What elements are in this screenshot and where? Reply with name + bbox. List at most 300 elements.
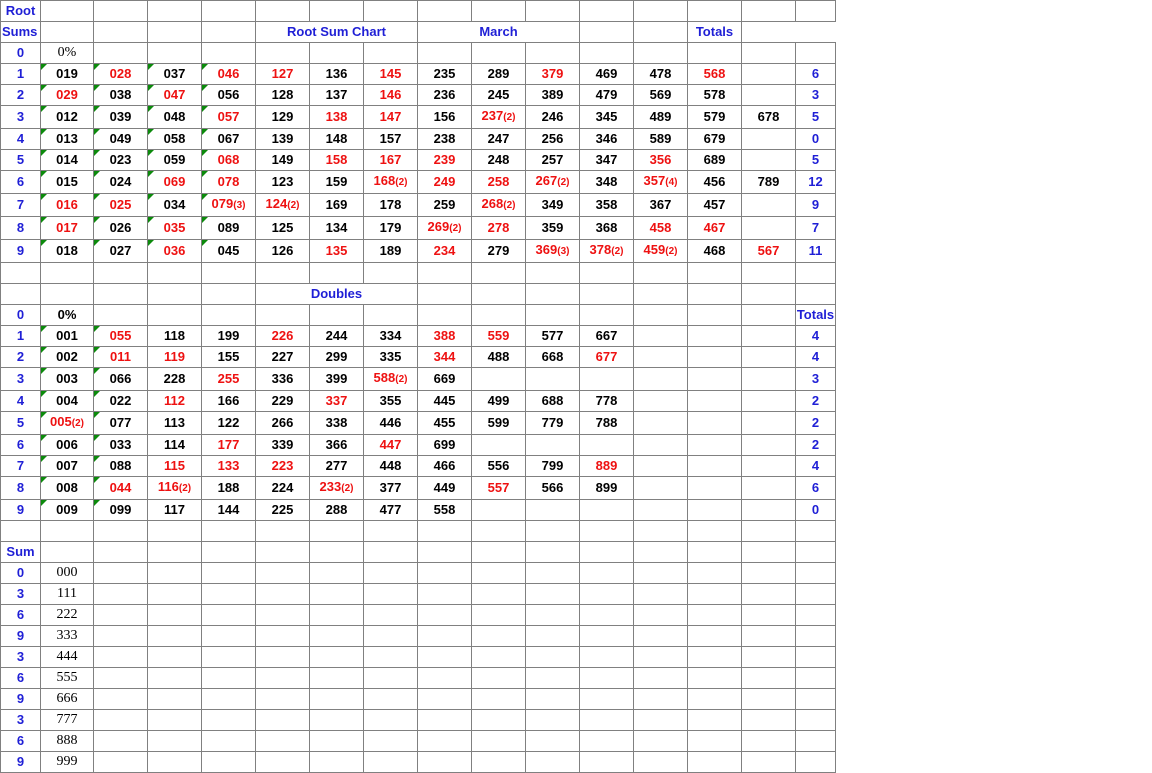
sheet-cell[interactable] xyxy=(742,563,796,584)
sheet-cell[interactable] xyxy=(742,64,796,85)
sheet-cell[interactable] xyxy=(526,326,580,347)
sheet-cell[interactable] xyxy=(580,456,634,477)
sheet-cell[interactable] xyxy=(310,668,364,689)
sheet-cell[interactable] xyxy=(688,284,742,305)
sheet-cell[interactable] xyxy=(418,347,472,368)
sheet-cell[interactable] xyxy=(688,129,742,150)
sheet-cell[interactable] xyxy=(148,194,202,217)
sheet-cell[interactable] xyxy=(41,500,94,521)
sheet-cell[interactable] xyxy=(472,563,526,584)
sheet-cell[interactable] xyxy=(742,106,796,129)
sheet-cell[interactable] xyxy=(634,263,688,284)
sheet-cell[interactable] xyxy=(742,689,796,710)
sheet-cell[interactable] xyxy=(41,391,94,412)
sheet-cell[interactable] xyxy=(94,626,148,647)
sheet-cell[interactable] xyxy=(796,129,836,150)
sheet-cell[interactable] xyxy=(742,391,796,412)
sheet-cell[interactable] xyxy=(580,22,634,43)
sheet-cell[interactable] xyxy=(364,217,418,240)
sheet-cell[interactable] xyxy=(688,668,742,689)
sheet-cell[interactable] xyxy=(310,391,364,412)
row-label-cell[interactable] xyxy=(1,710,41,731)
sheet-cell[interactable] xyxy=(580,710,634,731)
sheet-cell[interactable] xyxy=(202,500,256,521)
sheet-cell[interactable] xyxy=(688,171,742,194)
sheet-cell[interactable] xyxy=(256,284,418,305)
sheet-cell[interactable] xyxy=(148,731,202,752)
sheet-cell[interactable] xyxy=(94,391,148,412)
sheet-cell[interactable] xyxy=(202,85,256,106)
sheet-cell[interactable] xyxy=(796,150,836,171)
sheet-cell[interactable] xyxy=(364,43,418,64)
sheet-cell[interactable] xyxy=(580,500,634,521)
sheet-cell[interactable] xyxy=(256,347,310,368)
sheet-cell[interactable] xyxy=(94,456,148,477)
sheet-cell[interactable] xyxy=(796,689,836,710)
sheet-cell[interactable] xyxy=(418,626,472,647)
sheet-cell[interactable] xyxy=(418,412,472,435)
sheet-cell[interactable] xyxy=(472,626,526,647)
sheet-cell[interactable] xyxy=(364,647,418,668)
sheet-cell[interactable] xyxy=(256,689,310,710)
sheet-cell[interactable] xyxy=(580,1,634,22)
sheet-cell[interactable] xyxy=(418,240,472,263)
sheet-cell[interactable] xyxy=(526,1,580,22)
sheet-cell[interactable] xyxy=(148,106,202,129)
sheet-cell[interactable] xyxy=(580,64,634,85)
sheet-cell[interactable] xyxy=(256,563,310,584)
sheet-cell[interactable] xyxy=(41,668,94,689)
sheet-cell[interactable] xyxy=(634,456,688,477)
sheet-cell[interactable] xyxy=(418,22,580,43)
sheet-cell[interactable] xyxy=(472,171,526,194)
sheet-cell[interactable] xyxy=(94,106,148,129)
sheet-cell[interactable] xyxy=(472,456,526,477)
sheet-cell[interactable] xyxy=(148,752,202,773)
sheet-cell[interactable] xyxy=(202,347,256,368)
sheet-cell[interactable] xyxy=(634,731,688,752)
sheet-cell[interactable] xyxy=(742,150,796,171)
sheet-cell[interactable] xyxy=(472,106,526,129)
sheet-cell[interactable] xyxy=(310,542,364,563)
sheet-cell[interactable] xyxy=(742,347,796,368)
sheet-cell[interactable] xyxy=(472,217,526,240)
sheet-cell[interactable] xyxy=(310,626,364,647)
sheet-cell[interactable] xyxy=(526,391,580,412)
sheet-cell[interactable] xyxy=(310,85,364,106)
sheet-cell[interactable] xyxy=(472,1,526,22)
row-label-cell[interactable] xyxy=(1,129,41,150)
sheet-cell[interactable] xyxy=(41,563,94,584)
sheet-cell[interactable] xyxy=(256,668,310,689)
sheet-cell[interactable] xyxy=(148,305,202,326)
sheet-cell[interactable] xyxy=(256,456,310,477)
sheet-cell[interactable] xyxy=(364,500,418,521)
sheet-cell[interactable] xyxy=(202,477,256,500)
sheet-cell[interactable] xyxy=(256,435,310,456)
sheet-cell[interactable] xyxy=(364,542,418,563)
sheet-cell[interactable] xyxy=(688,542,742,563)
sheet-cell[interactable] xyxy=(41,689,94,710)
sheet-cell[interactable] xyxy=(580,194,634,217)
sheet-cell[interactable] xyxy=(796,43,836,64)
sheet-cell[interactable] xyxy=(310,710,364,731)
sheet-cell[interactable] xyxy=(526,752,580,773)
sheet-cell[interactable] xyxy=(41,129,94,150)
sheet-cell[interactable] xyxy=(364,477,418,500)
sheet-cell[interactable] xyxy=(418,605,472,626)
sheet-cell[interactable] xyxy=(472,43,526,64)
sheet-cell[interactable] xyxy=(634,171,688,194)
sheet-cell[interactable] xyxy=(526,456,580,477)
sheet-cell[interactable] xyxy=(580,435,634,456)
sheet-cell[interactable] xyxy=(202,626,256,647)
sheet-cell[interactable] xyxy=(742,129,796,150)
sheet-cell[interactable] xyxy=(94,217,148,240)
sheet-cell[interactable] xyxy=(256,626,310,647)
sheet-cell[interactable] xyxy=(580,305,634,326)
sheet-cell[interactable] xyxy=(688,500,742,521)
sheet-cell[interactable] xyxy=(41,521,94,542)
sheet-cell[interactable] xyxy=(94,477,148,500)
sheet-cell[interactable] xyxy=(148,477,202,500)
sheet-cell[interactable] xyxy=(202,412,256,435)
sheet-cell[interactable] xyxy=(634,391,688,412)
sheet-cell[interactable] xyxy=(202,150,256,171)
sheet-cell[interactable] xyxy=(472,64,526,85)
sheet-cell[interactable] xyxy=(148,456,202,477)
sheet-cell[interactable] xyxy=(310,477,364,500)
sheet-cell[interactable] xyxy=(472,305,526,326)
sheet-cell[interactable] xyxy=(580,85,634,106)
sheet-cell[interactable] xyxy=(634,412,688,435)
sheet-cell[interactable] xyxy=(148,22,202,43)
sheet-cell[interactable] xyxy=(418,391,472,412)
sheet-cell[interactable] xyxy=(364,391,418,412)
sheet-cell[interactable] xyxy=(742,284,796,305)
sheet-cell[interactable] xyxy=(202,22,256,43)
sheet-cell[interactable] xyxy=(418,647,472,668)
sheet-cell[interactable] xyxy=(364,435,418,456)
sheet-cell[interactable] xyxy=(688,521,742,542)
sheet-cell[interactable] xyxy=(742,85,796,106)
sheet-cell[interactable] xyxy=(364,456,418,477)
sheet-cell[interactable] xyxy=(472,435,526,456)
sheet-cell[interactable] xyxy=(148,368,202,391)
sheet-cell[interactable] xyxy=(364,64,418,85)
sheet-cell[interactable] xyxy=(634,194,688,217)
sheet-cell[interactable] xyxy=(688,240,742,263)
sheet-cell[interactable] xyxy=(688,731,742,752)
sheet-cell[interactable] xyxy=(364,194,418,217)
sheet-cell[interactable] xyxy=(256,305,310,326)
sheet-cell[interactable] xyxy=(634,500,688,521)
sheet-cell[interactable] xyxy=(148,347,202,368)
sheet-cell[interactable] xyxy=(94,326,148,347)
sheet-cell[interactable] xyxy=(634,542,688,563)
sheet-cell[interactable] xyxy=(364,412,418,435)
sheet-cell[interactable] xyxy=(742,1,796,22)
sheet-cell[interactable] xyxy=(41,64,94,85)
sheet-cell[interactable] xyxy=(796,217,836,240)
sheet-cell[interactable] xyxy=(364,521,418,542)
sheet-cell[interactable] xyxy=(526,43,580,64)
sheet-cell[interactable] xyxy=(796,326,836,347)
sheet-cell[interactable] xyxy=(742,752,796,773)
sheet-cell[interactable] xyxy=(634,284,688,305)
sheet-cell[interactable] xyxy=(256,22,418,43)
sheet-cell[interactable] xyxy=(688,412,742,435)
sheet-cell[interactable] xyxy=(796,305,836,326)
sheet-cell[interactable] xyxy=(310,563,364,584)
sheet-cell[interactable] xyxy=(41,194,94,217)
sheet-cell[interactable] xyxy=(94,284,148,305)
sheet-cell[interactable] xyxy=(364,347,418,368)
sheet-cell[interactable] xyxy=(796,1,836,22)
sheet-cell[interactable] xyxy=(796,368,836,391)
sheet-cell[interactable] xyxy=(148,85,202,106)
sheet-cell[interactable] xyxy=(742,500,796,521)
sheet-cell[interactable] xyxy=(310,263,364,284)
sheet-cell[interactable] xyxy=(202,391,256,412)
sheet-cell[interactable] xyxy=(580,347,634,368)
sheet-cell[interactable] xyxy=(742,521,796,542)
sheet-cell[interactable] xyxy=(41,435,94,456)
sheet-cell[interactable] xyxy=(310,171,364,194)
row-label-cell[interactable] xyxy=(1,150,41,171)
sheet-cell[interactable] xyxy=(41,477,94,500)
sheet-cell[interactable] xyxy=(796,668,836,689)
sheet-cell[interactable] xyxy=(742,647,796,668)
sheet-cell[interactable] xyxy=(202,129,256,150)
sheet-cell[interactable] xyxy=(310,194,364,217)
sheet-cell[interactable] xyxy=(256,129,310,150)
sheet-cell[interactable] xyxy=(796,563,836,584)
sheet-cell[interactable] xyxy=(742,43,796,64)
sheet-cell[interactable] xyxy=(364,240,418,263)
sheet-cell[interactable] xyxy=(472,584,526,605)
sheet-cell[interactable] xyxy=(256,263,310,284)
sheet-cell[interactable] xyxy=(256,542,310,563)
sheet-cell[interactable] xyxy=(634,64,688,85)
sheet-cell[interactable] xyxy=(94,521,148,542)
sheet-cell[interactable] xyxy=(41,347,94,368)
sheet-cell[interactable] xyxy=(148,435,202,456)
sheet-cell[interactable] xyxy=(634,626,688,647)
sheet-cell[interactable] xyxy=(41,22,94,43)
sheet-cell[interactable] xyxy=(41,710,94,731)
sheet-cell[interactable] xyxy=(202,263,256,284)
row-label-cell[interactable] xyxy=(1,263,41,284)
sheet-cell[interactable] xyxy=(688,43,742,64)
row-label-cell[interactable] xyxy=(1,106,41,129)
sheet-cell[interactable] xyxy=(526,412,580,435)
sheet-cell[interactable] xyxy=(688,106,742,129)
sheet-cell[interactable] xyxy=(526,668,580,689)
sheet-cell[interactable] xyxy=(310,326,364,347)
row-label-cell[interactable] xyxy=(1,391,41,412)
sheet-cell[interactable] xyxy=(94,368,148,391)
row-label-cell[interactable] xyxy=(1,347,41,368)
sheet-cell[interactable] xyxy=(256,150,310,171)
sheet-cell[interactable] xyxy=(94,584,148,605)
sheet-cell[interactable] xyxy=(364,150,418,171)
sheet-cell[interactable] xyxy=(418,106,472,129)
sheet-cell[interactable] xyxy=(202,326,256,347)
row-label-cell[interactable] xyxy=(1,668,41,689)
sheet-cell[interactable] xyxy=(688,150,742,171)
sheet-cell[interactable] xyxy=(202,605,256,626)
sheet-cell[interactable] xyxy=(256,710,310,731)
sheet-cell[interactable] xyxy=(364,368,418,391)
row-label-cell[interactable] xyxy=(1,22,41,43)
sheet-cell[interactable] xyxy=(472,391,526,412)
sheet-cell[interactable] xyxy=(41,752,94,773)
sheet-cell[interactable] xyxy=(256,240,310,263)
sheet-cell[interactable] xyxy=(256,171,310,194)
sheet-cell[interactable] xyxy=(148,240,202,263)
sheet-cell[interactable] xyxy=(472,710,526,731)
sheet-cell[interactable] xyxy=(41,1,94,22)
sheet-cell[interactable] xyxy=(94,605,148,626)
sheet-cell[interactable] xyxy=(418,129,472,150)
sheet-cell[interactable] xyxy=(202,194,256,217)
sheet-cell[interactable] xyxy=(526,477,580,500)
sheet-cell[interactable] xyxy=(41,43,94,64)
sheet-cell[interactable] xyxy=(472,500,526,521)
sheet-cell[interactable] xyxy=(418,326,472,347)
sheet-cell[interactable] xyxy=(688,64,742,85)
sheet-cell[interactable] xyxy=(148,129,202,150)
sheet-cell[interactable] xyxy=(418,435,472,456)
sheet-cell[interactable] xyxy=(364,584,418,605)
sheet-cell[interactable] xyxy=(202,43,256,64)
sheet-cell[interactable] xyxy=(256,85,310,106)
sheet-cell[interactable] xyxy=(742,605,796,626)
sheet-cell[interactable] xyxy=(94,412,148,435)
sheet-cell[interactable] xyxy=(688,647,742,668)
sheet-cell[interactable] xyxy=(580,263,634,284)
sheet-cell[interactable] xyxy=(634,435,688,456)
sheet-cell[interactable] xyxy=(580,626,634,647)
sheet-cell[interactable] xyxy=(472,668,526,689)
sheet-cell[interactable] xyxy=(688,477,742,500)
sheet-cell[interactable] xyxy=(526,106,580,129)
sheet-cell[interactable] xyxy=(580,689,634,710)
sheet-cell[interactable] xyxy=(364,106,418,129)
sheet-cell[interactable] xyxy=(634,85,688,106)
row-label-cell[interactable] xyxy=(1,605,41,626)
sheet-cell[interactable] xyxy=(418,500,472,521)
sheet-cell[interactable] xyxy=(148,605,202,626)
sheet-cell[interactable] xyxy=(634,129,688,150)
sheet-cell[interactable] xyxy=(418,171,472,194)
sheet-cell[interactable] xyxy=(148,542,202,563)
sheet-cell[interactable] xyxy=(41,647,94,668)
sheet-cell[interactable] xyxy=(418,477,472,500)
sheet-cell[interactable] xyxy=(256,605,310,626)
sheet-cell[interactable] xyxy=(364,752,418,773)
sheet-cell[interactable] xyxy=(148,217,202,240)
sheet-cell[interactable] xyxy=(688,85,742,106)
sheet-cell[interactable] xyxy=(472,326,526,347)
sheet-cell[interactable] xyxy=(256,391,310,412)
sheet-cell[interactable] xyxy=(634,647,688,668)
sheet-cell[interactable] xyxy=(364,668,418,689)
sheet-cell[interactable] xyxy=(148,284,202,305)
sheet-cell[interactable] xyxy=(580,129,634,150)
sheet-cell[interactable] xyxy=(526,584,580,605)
row-label-cell[interactable] xyxy=(1,563,41,584)
sheet-cell[interactable] xyxy=(688,263,742,284)
row-label-cell[interactable] xyxy=(1,689,41,710)
sheet-cell[interactable] xyxy=(148,1,202,22)
sheet-cell[interactable] xyxy=(634,605,688,626)
sheet-cell[interactable] xyxy=(526,500,580,521)
sheet-cell[interactable] xyxy=(472,240,526,263)
sheet-cell[interactable] xyxy=(580,584,634,605)
sheet-cell[interactable] xyxy=(94,64,148,85)
sheet-cell[interactable] xyxy=(796,85,836,106)
row-label-cell[interactable] xyxy=(1,731,41,752)
sheet-cell[interactable] xyxy=(796,240,836,263)
sheet-cell[interactable] xyxy=(148,563,202,584)
sheet-cell[interactable] xyxy=(41,171,94,194)
row-label-cell[interactable] xyxy=(1,64,41,85)
sheet-cell[interactable] xyxy=(796,194,836,217)
sheet-cell[interactable] xyxy=(526,129,580,150)
sheet-cell[interactable] xyxy=(202,731,256,752)
sheet-cell[interactable] xyxy=(94,150,148,171)
sheet-cell[interactable] xyxy=(688,326,742,347)
row-label-cell[interactable] xyxy=(1,171,41,194)
sheet-cell[interactable] xyxy=(310,217,364,240)
sheet-cell[interactable] xyxy=(526,563,580,584)
sheet-cell[interactable] xyxy=(472,689,526,710)
sheet-cell[interactable] xyxy=(472,477,526,500)
sheet-cell[interactable] xyxy=(94,22,148,43)
sheet-cell[interactable] xyxy=(41,150,94,171)
sheet-cell[interactable] xyxy=(580,647,634,668)
sheet-cell[interactable] xyxy=(202,171,256,194)
sheet-cell[interactable] xyxy=(94,710,148,731)
sheet-cell[interactable] xyxy=(526,647,580,668)
sheet-cell[interactable] xyxy=(634,106,688,129)
sheet-cell[interactable] xyxy=(148,43,202,64)
sheet-cell[interactable] xyxy=(41,217,94,240)
sheet-cell[interactable] xyxy=(148,64,202,85)
sheet-cell[interactable] xyxy=(472,347,526,368)
sheet-cell[interactable] xyxy=(742,240,796,263)
sheet-cell[interactable] xyxy=(364,171,418,194)
sheet-cell[interactable] xyxy=(256,1,310,22)
sheet-cell[interactable] xyxy=(526,150,580,171)
sheet-cell[interactable] xyxy=(526,263,580,284)
sheet-cell[interactable] xyxy=(418,1,472,22)
sheet-cell[interactable] xyxy=(418,521,472,542)
sheet-cell[interactable] xyxy=(94,240,148,263)
sheet-cell[interactable] xyxy=(256,477,310,500)
sheet-cell[interactable] xyxy=(742,584,796,605)
sheet-cell[interactable] xyxy=(310,64,364,85)
sheet-cell[interactable] xyxy=(634,752,688,773)
sheet-cell[interactable] xyxy=(94,689,148,710)
sheet-cell[interactable] xyxy=(418,150,472,171)
sheet-cell[interactable] xyxy=(580,150,634,171)
sheet-cell[interactable] xyxy=(310,129,364,150)
row-label-cell[interactable] xyxy=(1,85,41,106)
sheet-cell[interactable] xyxy=(796,752,836,773)
